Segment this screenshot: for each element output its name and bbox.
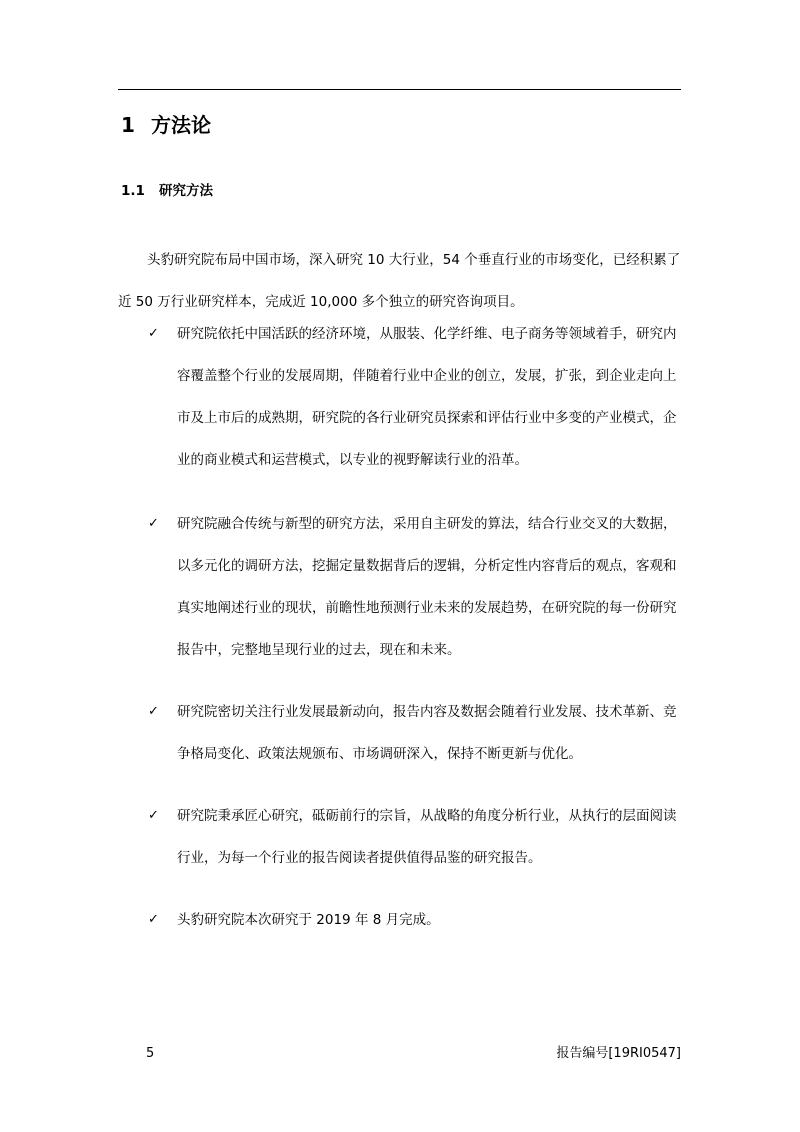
checkmark-icon: ✓ [148, 808, 159, 823]
subsection-heading [121, 181, 213, 201]
bullet-text: 研究院依托中国活跃的经济环境，从服装、化学纤维、电子商务等领域着手，研究内容覆盖整个行业的发展周期，伴随着行业中企业的创立，发展，扩张，到企业走向上市及上市后的成熟期，研究院的各行业研究员探索和评估行业中多变的产业模式，企业的商业模式和运营模式，以专业的视野解读行业的沿革。 [177, 326, 677, 468]
bullet-item [148, 313, 688, 481]
bullet-item [148, 795, 688, 879]
subsection-number: 1.1 [121, 183, 145, 199]
bullet-item [148, 691, 688, 775]
checkmark-icon: ✓ [148, 326, 159, 341]
bullet-text: 研究院密切关注行业发展最新动向，报告内容及数据会随着行业发展、技术革新、竞争格局变化、政策法规颁布、市场调研深入，保持不断更新与优化。 [177, 704, 677, 762]
intro-paragraph: 头豹研究院布局中国市场，深入研究 10 大行业，54 个垂直行业的市场变化，已经积累了近 50 万行业研究样本，完成近 10,000 多个独立的研究咨询项目。 [118, 252, 681, 310]
checkmark-icon: ✓ [148, 516, 159, 531]
checkmark-icon: ✓ [148, 912, 159, 927]
report-code: 报告编号[19RI0547] [556, 1046, 681, 1061]
section-title: 方法论 [151, 113, 211, 137]
bullet-item [148, 503, 688, 671]
checkmark-icon: ✓ [148, 704, 159, 719]
bullet-text: 研究院融合传统与新型的研究方法，采用自主研发的算法，结合行业交叉的大数据，以多元化的调研方法，挖掘定量数据背后的逻辑，分析定性内容背后的观点，客观和真实地阐述行业的现状，前瞻性地预测行业未来的发展趋势，在研究院的每一份研究报告中，完整地呈现行业的过去，现在和未来。 [177, 516, 677, 658]
section-heading [121, 110, 211, 140]
bullet-text: 研究院秉承匠心研究，砥砺前行的宗旨，从战略的角度分析行业，从执行的层面阅读行业，为每一个行业的报告阅读者提供值得品鉴的研究报告。 [177, 808, 677, 866]
subsection-title: 研究方法 [159, 183, 213, 199]
header-rule [118, 89, 681, 90]
page-number: 5 [146, 1046, 155, 1061]
section-number: 1 [121, 113, 135, 137]
bullet-item [148, 899, 688, 941]
bullet-text: 头豹研究院本次研究于 2019 年 8 月完成。 [177, 912, 440, 928]
